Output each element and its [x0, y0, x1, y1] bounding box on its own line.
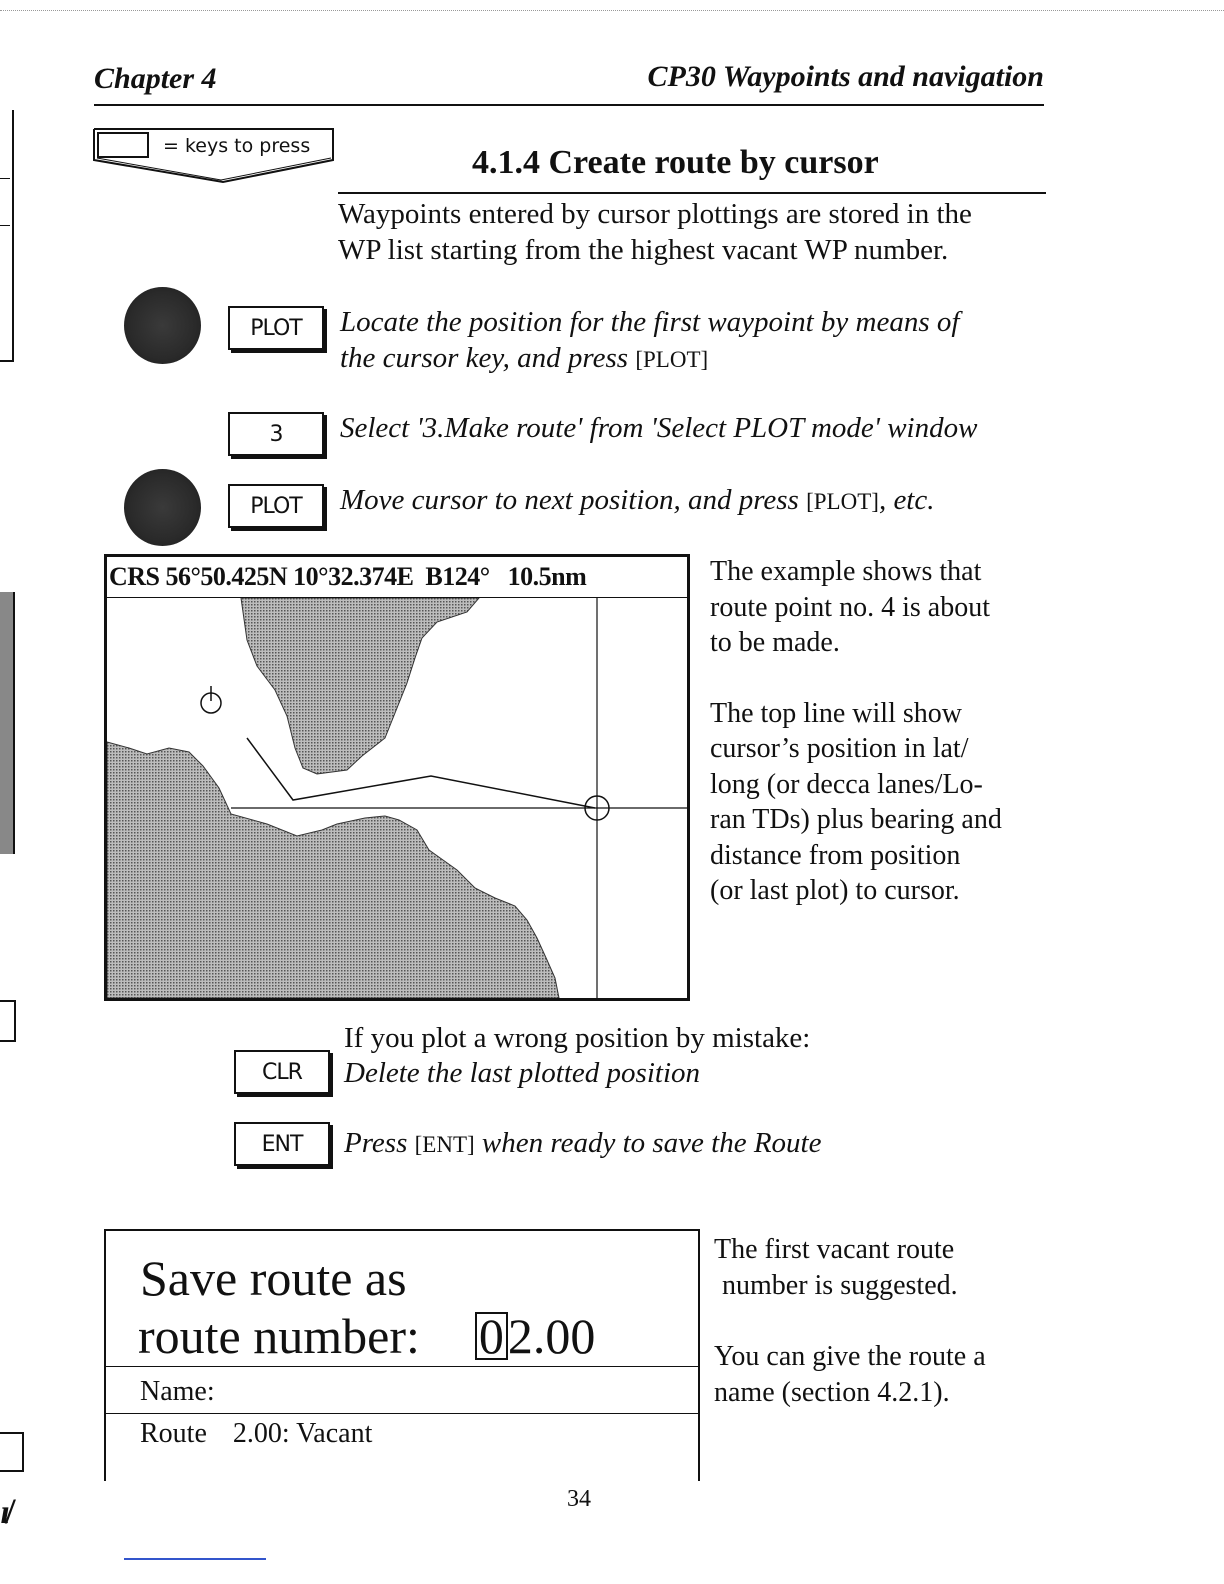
margin-bracket — [0, 1000, 16, 1042]
ent-text-pre: Press — [344, 1127, 408, 1159]
cursor-pad-icon — [124, 287, 201, 364]
save-note — [714, 1232, 1054, 1410]
margin-bracket — [0, 110, 14, 362]
section-intro-line1: Waypoints entered by cursor plottings are stored in the — [338, 198, 972, 230]
chart-screen — [104, 554, 690, 1001]
route-number-label: route number: — [138, 1308, 420, 1364]
header-rule — [94, 104, 1044, 106]
clr-key[interactable]: CLR — [234, 1050, 330, 1094]
route-status-row — [140, 1418, 372, 1450]
chapter-title: CP30 Waypoints and navigation — [647, 60, 1044, 93]
plot-key[interactable]: PLOT — [228, 306, 324, 350]
route-status: Vacant — [296, 1418, 373, 1449]
step1-key-ref: [PLOT] — [635, 347, 709, 372]
land-upper — [241, 598, 479, 774]
ent-key[interactable]: ENT — [234, 1122, 330, 1166]
chart-note — [710, 554, 1050, 909]
margin-tick — [0, 178, 10, 179]
step3-key-ref: [PLOT] — [806, 489, 879, 514]
section-intro-line2: WP list starting from the highest vacant WP number. — [338, 234, 949, 266]
chart-status-line: CRS 56°50.425N 10°32.374E B124° 10.5nm — [109, 562, 587, 591]
margin-glyph-fragment: ɪ̸ — [0, 1494, 11, 1531]
chart-note-line: The top line will show — [710, 697, 962, 729]
step3-suffix: , etc. — [878, 484, 935, 516]
ent-text-line — [344, 1125, 821, 1163]
margin-tick — [0, 225, 10, 226]
ent-key-ref: [ENT] — [414, 1132, 475, 1157]
dialog-divider — [106, 1366, 698, 1367]
scan-edge-line — [0, 10, 1224, 11]
page-number: 34 — [567, 1486, 591, 1512]
save-title: Save route as — [140, 1250, 407, 1306]
route-num: 2.00: — [232, 1418, 290, 1449]
save-route-dialog — [104, 1229, 700, 1481]
section-title: 4.1.4 Create route by cursor — [472, 144, 879, 181]
save-note-line: name (section 4.2.1). — [714, 1376, 950, 1408]
route-label: Route — [140, 1418, 207, 1449]
chart-note-line: route point no. 4 is about — [710, 591, 990, 623]
chart-map — [107, 598, 687, 998]
name-field[interactable]: Name: — [140, 1376, 215, 1407]
keys-legend-label: = keys to press — [163, 135, 311, 157]
clr-text: Delete the last plotted position — [344, 1057, 701, 1089]
route-number-value: 2.00 — [507, 1308, 596, 1364]
step1-text: the cursor key, and press — [340, 342, 629, 374]
chapter-label: Chapter 4 — [94, 62, 217, 95]
chart-note-line: long (or decca lanes/Lo- — [710, 768, 983, 800]
plot-key[interactable]: PLOT — [228, 484, 324, 528]
chart-note-line: cursor’s position in lat/ — [710, 733, 969, 764]
ent-text-post: when ready to save the Route — [481, 1127, 822, 1159]
step3-text: Move cursor to next position, and press — [340, 484, 799, 516]
chart-note-line: distance from position — [710, 839, 961, 871]
route-number-row — [138, 1307, 595, 1365]
bottom-link-mark — [124, 1558, 266, 1560]
mistake-intro: If you plot a wrong position by mistake: — [344, 1022, 811, 1054]
save-note-line: You can give the route a — [714, 1341, 986, 1372]
save-note-line: number is suggested. — [722, 1269, 958, 1301]
chart-note-line: (or last plot) to cursor. — [710, 875, 960, 906]
margin-box-fragment — [0, 1432, 24, 1472]
margin-shaded-bar — [0, 592, 15, 854]
section-rule — [338, 192, 1046, 194]
chart-note-line: ran TDs) plus bearing and — [710, 804, 1002, 835]
chart-note-line: The example shows that — [710, 556, 982, 587]
route-number-cursor[interactable]: 0 — [475, 1312, 508, 1360]
step1-text-line1: Locate the position for the first waypoint by means of — [340, 306, 960, 338]
key-3[interactable]: 3 — [228, 412, 324, 456]
land-lower — [107, 742, 559, 998]
save-note-line: The first vacant route — [714, 1234, 955, 1265]
step2-text: Select '3.Make route' from 'Select PLOT mode' window — [340, 412, 978, 444]
step3-text-line — [340, 482, 935, 520]
dialog-divider — [106, 1413, 698, 1414]
step1-text-line2 — [340, 340, 708, 378]
cursor-pad-icon — [124, 469, 201, 546]
chart-note-line: to be made. — [710, 627, 840, 658]
